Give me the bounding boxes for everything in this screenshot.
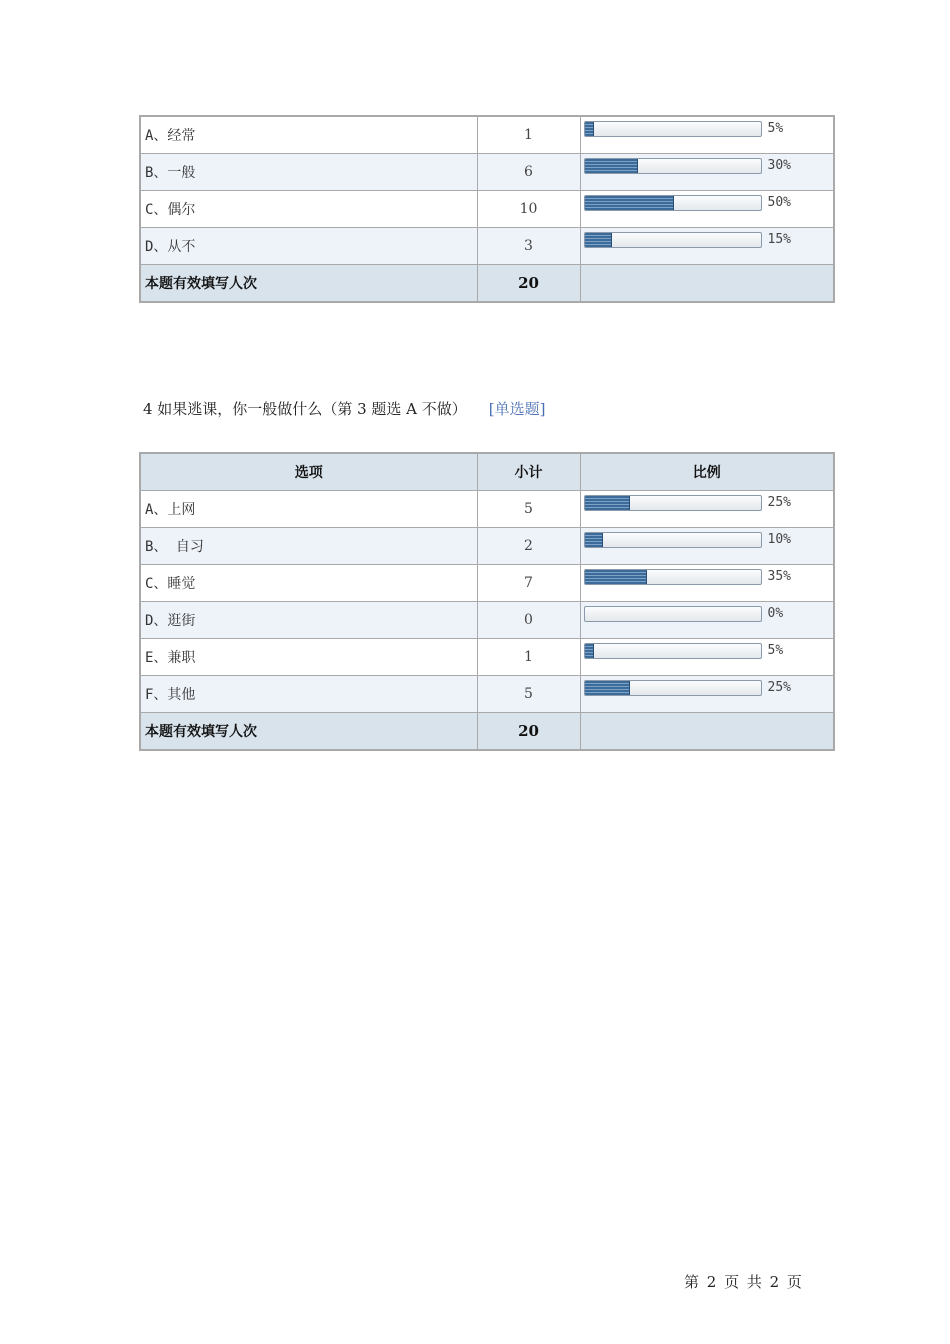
progress-bar-fill — [585, 496, 630, 510]
progress-bar — [584, 195, 762, 211]
progress-bar-fill — [585, 159, 639, 173]
option-count: 0 — [477, 602, 580, 639]
progress-bar-fill — [585, 533, 604, 547]
progress-bar-fill — [585, 122, 595, 136]
table-row — [140, 639, 834, 676]
option-count: 10 — [477, 191, 580, 228]
ratio-cell — [580, 116, 834, 154]
progress-bar — [584, 569, 762, 585]
ratio-cell — [580, 228, 834, 265]
table-row — [140, 602, 834, 639]
ratio-cell — [580, 191, 834, 228]
question-type-label: [单选题] — [488, 400, 546, 418]
table-row — [140, 191, 834, 228]
ratio-cell — [580, 565, 834, 602]
progress-bar — [584, 532, 762, 548]
survey-table-q4 — [139, 452, 835, 751]
option-label: C、睡觉 — [140, 565, 477, 602]
ratio-cell — [580, 676, 834, 713]
table-row — [140, 528, 834, 565]
percent-label: 5% — [767, 121, 784, 136]
percent-label: 30% — [767, 158, 791, 173]
table-row — [140, 676, 834, 713]
ratio-cell — [580, 639, 834, 676]
option-label: E、兼职 — [140, 639, 477, 676]
total-empty-cell — [580, 713, 834, 751]
question-title — [143, 398, 545, 419]
total-value: 20 — [477, 713, 580, 751]
total-value: 20 — [477, 265, 580, 303]
progress-bar — [584, 680, 762, 696]
option-label: D、从不 — [140, 228, 477, 265]
option-label: B、 自习 — [140, 528, 477, 565]
header-option: 选项 — [140, 453, 477, 491]
question-text: 4 如果逃课，你一般做什么（第 3 题选 A 不做） — [143, 400, 467, 418]
percent-label: 0% — [767, 606, 784, 621]
progress-bar — [584, 606, 762, 622]
table-row — [140, 154, 834, 191]
table-row — [140, 491, 834, 528]
option-label: A、上网 — [140, 491, 477, 528]
option-label: C、偶尔 — [140, 191, 477, 228]
table-row — [140, 228, 834, 265]
header-ratio: 比例 — [580, 453, 834, 491]
table-header-row — [140, 453, 834, 491]
table-row — [140, 116, 834, 154]
progress-bar-fill — [585, 644, 595, 658]
ratio-cell — [580, 491, 834, 528]
ratio-cell — [580, 528, 834, 565]
percent-label: 15% — [767, 232, 791, 247]
table-body — [140, 116, 834, 265]
total-row — [140, 713, 834, 751]
option-count: 5 — [477, 491, 580, 528]
progress-bar — [584, 495, 762, 511]
page-number-footer: 第 2 页 共 2 页 — [684, 1273, 802, 1291]
progress-bar — [584, 158, 762, 174]
progress-bar-fill — [585, 196, 674, 210]
percent-label: 25% — [767, 680, 791, 695]
header-count: 小计 — [477, 453, 580, 491]
option-count: 6 — [477, 154, 580, 191]
table-body — [140, 491, 834, 713]
option-count: 3 — [477, 228, 580, 265]
option-label: A、经常 — [140, 116, 477, 154]
option-label: D、逛街 — [140, 602, 477, 639]
total-label: 本题有效填写人次 — [140, 713, 477, 751]
ratio-cell — [580, 154, 834, 191]
total-label: 本题有效填写人次 — [140, 265, 477, 303]
option-count: 5 — [477, 676, 580, 713]
progress-bar-fill — [585, 570, 648, 584]
percent-label: 10% — [767, 532, 791, 547]
option-label: B、一般 — [140, 154, 477, 191]
option-count: 7 — [477, 565, 580, 602]
percent-label: 35% — [767, 569, 791, 584]
option-count: 2 — [477, 528, 580, 565]
percent-label: 5% — [767, 643, 784, 658]
percent-label: 50% — [767, 195, 791, 210]
option-label: F、其他 — [140, 676, 477, 713]
option-count: 1 — [477, 639, 580, 676]
ratio-cell — [580, 602, 834, 639]
table-row — [140, 565, 834, 602]
progress-bar — [584, 121, 762, 137]
progress-bar-fill — [585, 681, 630, 695]
option-count: 1 — [477, 116, 580, 154]
progress-bar — [584, 232, 762, 248]
percent-label: 25% — [767, 495, 791, 510]
survey-table-q3 — [139, 115, 835, 303]
total-empty-cell — [580, 265, 834, 303]
total-row — [140, 265, 834, 303]
progress-bar-fill — [585, 233, 612, 247]
progress-bar — [584, 643, 762, 659]
